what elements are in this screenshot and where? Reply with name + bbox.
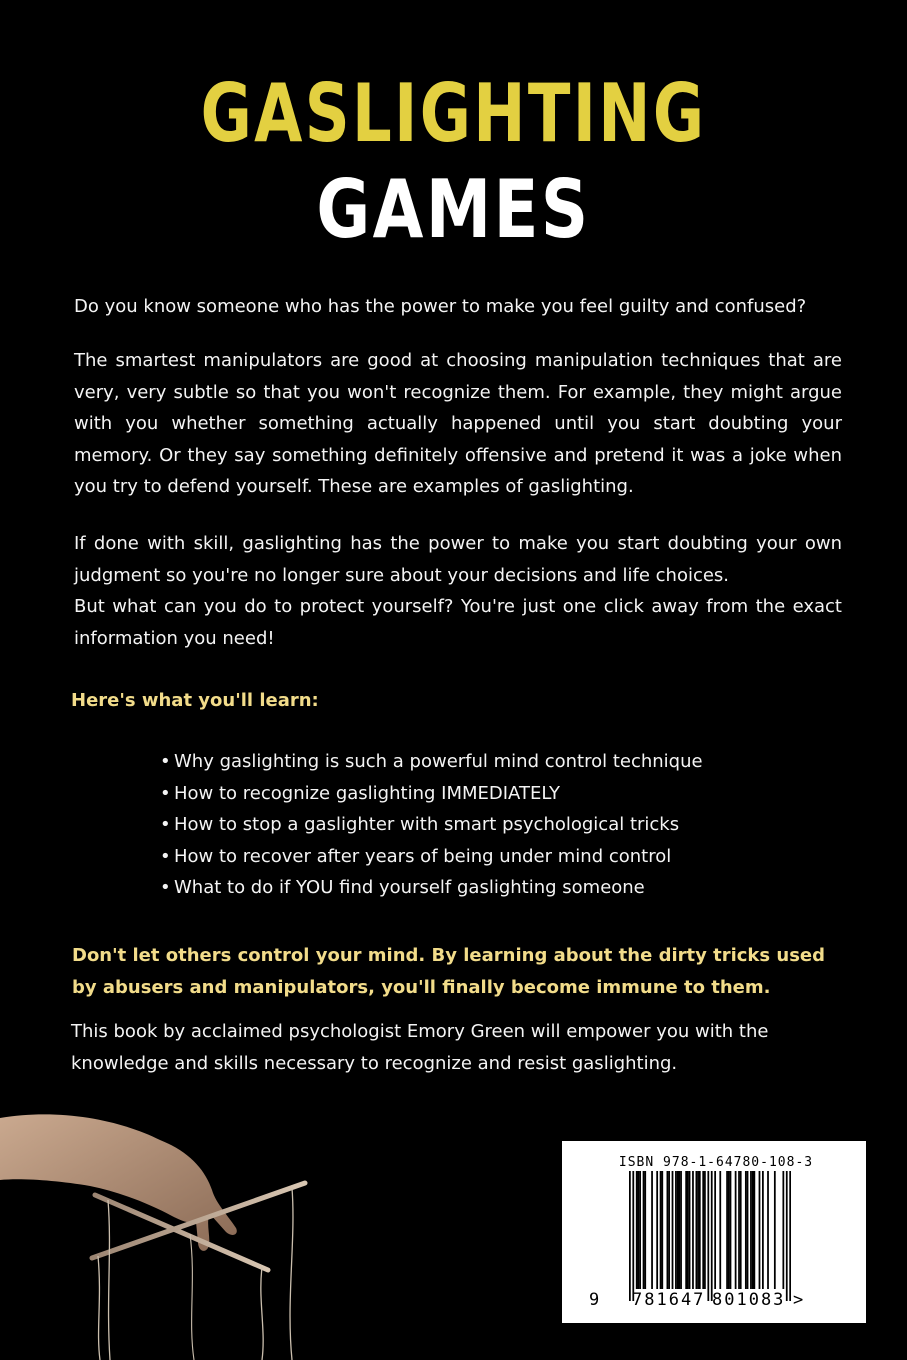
barcode-bar [680, 1171, 682, 1289]
list-item: • How to recover after years of being under mind control [160, 841, 703, 873]
barcode-bar [667, 1171, 669, 1289]
barcode-bar [699, 1171, 701, 1289]
barcode-bar [738, 1171, 740, 1289]
learn-heading: Here's what you'll learn: [71, 690, 319, 711]
puppet-string [98, 1256, 100, 1360]
barcode-bar [752, 1171, 754, 1289]
list-item: • Why gaslighting is such a powerful mind control technique [160, 746, 703, 778]
barcode-bar [750, 1171, 752, 1289]
barcode-bar [789, 1171, 791, 1301]
puppeteer-hand-illustration [0, 1100, 340, 1360]
barcode-bar [643, 1171, 645, 1289]
barcode-bar [678, 1171, 680, 1289]
barcode-bar [692, 1171, 694, 1289]
barcode-bar [719, 1171, 721, 1289]
barcode-bars [629, 1171, 791, 1301]
learn-list [160, 746, 703, 904]
barcode-bar [656, 1171, 658, 1289]
barcode-end-mark: > [793, 1290, 804, 1310]
barcode-bar [711, 1171, 713, 1301]
closing-paragraph: This book by acclaimed psychologist Emory Green will empower you with the knowledge and skills necessary to recognize and resist gaslighting. [71, 1021, 769, 1074]
isbn-label: ISBN 978-1-64780-108-3 [618, 1155, 814, 1170]
barcode-bar [675, 1171, 677, 1289]
barcode-bar [629, 1171, 631, 1301]
barcode-bar [644, 1171, 646, 1289]
barcode-bar [735, 1171, 737, 1289]
list-item: • How to stop a gaslighter with smart psychological tricks [160, 809, 703, 841]
barcode-bar [689, 1171, 691, 1289]
barcode-bar [697, 1171, 699, 1289]
barcode-bar [745, 1171, 747, 1289]
barcode-bar [730, 1171, 732, 1289]
barcode-bar [702, 1171, 704, 1289]
barcode-bar [762, 1171, 764, 1289]
barcode-bar [704, 1171, 706, 1289]
hand-shape [0, 1114, 237, 1250]
barcode-bar [782, 1171, 784, 1289]
barcode-bar [774, 1171, 776, 1289]
barcode-bar [714, 1171, 716, 1289]
barcode-bar [685, 1171, 687, 1289]
list-item: • What to do if YOU find yourself gaslighting someone [160, 872, 703, 904]
bullet-icon: • [160, 814, 171, 835]
barcode-bar [660, 1171, 662, 1289]
barcode-bar [707, 1171, 709, 1301]
title-line-1: GASLIGHTING [200, 67, 707, 160]
barcode-bar [677, 1171, 679, 1289]
barcode-bar [726, 1171, 728, 1289]
barcode-bar [638, 1171, 640, 1289]
barcode-bar [639, 1171, 641, 1289]
bullet-icon: • [160, 845, 171, 867]
barcode-bar [661, 1171, 663, 1289]
title-line-2: GAMES [316, 163, 591, 256]
protect-paragraph: But what can you do to protect yourself? You're just one click away from the exact information you need! [74, 596, 842, 649]
barcode-bar [672, 1171, 674, 1289]
barcode-right-group: 801083 [712, 1290, 786, 1310]
barcode-bar [687, 1171, 689, 1289]
barcode-first-digit: 9 [589, 1290, 600, 1310]
puppet-string [108, 1200, 110, 1360]
bullet-icon: • [160, 782, 171, 804]
list-item: • How to recognize gaslighting IMMEDIATELY [160, 778, 703, 810]
puppet-string [261, 1267, 263, 1360]
puppet-string [290, 1188, 293, 1360]
manipulators-paragraph: The smartest manipulators are good at choosing manipulation techniques that are very, very subtle so that you won't recognize them. For example, they might argue with you whether something actually happened until you start doubting your memory. Or they say something definitely offensive and pretend it was a joke when you try to defend yourself. These are examples of gaslighting. [74, 350, 842, 497]
barcode-bar [728, 1171, 730, 1289]
barcode-bar [740, 1171, 742, 1289]
barcode-left-group: 781647 [632, 1290, 706, 1310]
barcode-bar [753, 1171, 755, 1289]
barcode-bar [696, 1171, 698, 1289]
puppet-string [190, 1234, 194, 1360]
callout-paragraph: Don't let others control your mind. By learning about the dirty tricks used by abusers and manipulators, you'll finally become immune to them. [72, 945, 826, 998]
skill-paragraph: If done with skill, gaslighting has the power to make you start doubting your own judgment so you're no longer sure about your decisions and life choices. [74, 533, 842, 586]
barcode-bar [632, 1171, 634, 1301]
intro-question: Do you know someone who has the power to make you feel guilty and confused? [74, 296, 807, 317]
barcode-bar [767, 1171, 769, 1289]
barcode-bar [668, 1171, 670, 1289]
barcode-bar [759, 1171, 761, 1289]
barcode-bar [651, 1171, 653, 1289]
barcode-bar [636, 1171, 638, 1289]
bullet-icon: • [160, 751, 171, 772]
barcode-bar [747, 1171, 749, 1289]
bullet-icon: • [160, 877, 171, 898]
barcode-bar [786, 1171, 788, 1301]
